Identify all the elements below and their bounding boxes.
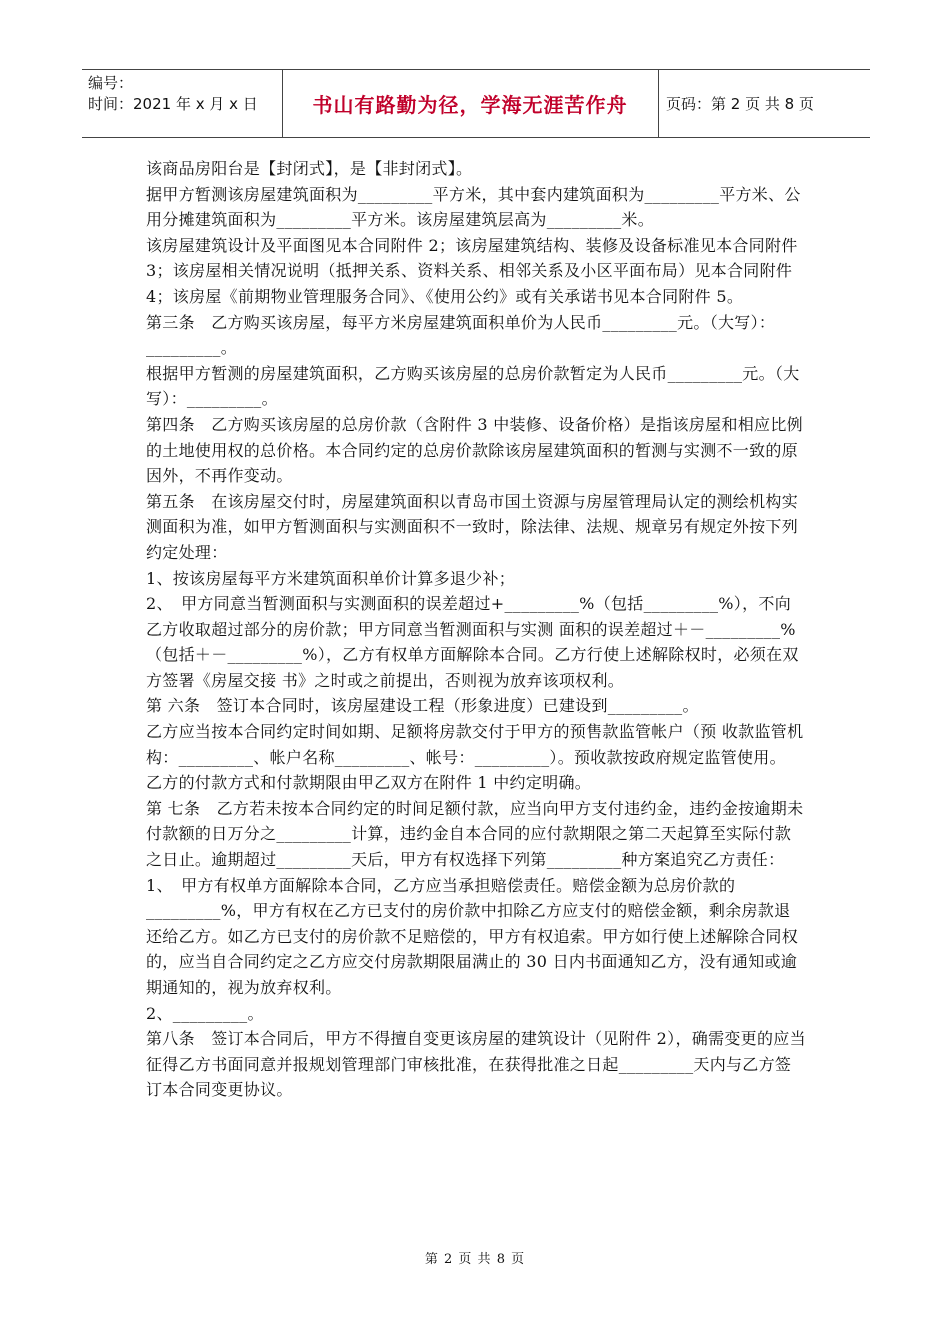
paragraph: 乙方的付款方式和付款期限由甲乙双方在附件 1 中约定明确。 [146,773,592,793]
article-4: 第四条 乙方购买该房屋的总房价款（含附件 3 中装修、设备价格）是指该房屋和相应比例的土地使用权的总价格。本合同约定的总房价款除该房屋建筑面积的暂测与实测不一致的原因外，不再作变动。 [146,414,803,486]
paragraph: 据甲方暂测该房屋建筑面积为_________平方米，其中套内建筑面积为_________平方米、公用分摊建筑面积为_________平方米。该房屋建筑层高为_________米。 [146,184,801,230]
list-item: 1、 甲方有权单方面解除本合同，乙方应当承担赔偿责任。赔偿金额为总房价款的_________%，甲方有权在乙方已支付的房价款中扣除乙方应支付的赔偿金额，剩余房款退还给乙方。如乙方已支付的房价款不足赔偿的，甲方有权追索。甲方如行使上述解除合同权的，应当自合同约定之乙方应交付房款期限届满止的 30 日内书面通知乙方，没有通知或逾期通知的，视为放弃权利。 [146,875,799,997]
paragraph: 该房屋建筑设计及平面图见本合同附件 2；该房屋建筑结构、装修及设备标准见本合同附件 3；该房屋相关情况说明（抵押关系、资料关系、相邻关系及小区平面布局）见本合同附件 4；该房屋《前期物业管理服务合同》、《使用公约》或有关承诺书见本合同附件 5。 [146,235,798,306]
list-item: 1、按该房屋每平方米建筑面积单价计算多退少补； [146,568,516,588]
contract-body [146,156,806,1103]
article-8: 第八条 签订本合同后，甲方不得擅自变更该房屋的建筑设计（见附件 2），确需变更的应当征得乙方书面同意并报规划管理部门审核批准，在获得批准之日起_________天内与乙方签订本合同变更协议。 [146,1029,806,1100]
page-header [82,69,870,138]
article-5: 第五条 在该房屋交付时，房屋建筑面积以青岛市国土资源与房屋管理局认定的测绘机构实测面积为准，如甲方暂测面积与实测面积不一致时，除法律、法规、规章另有规定外按下列约定处理： [146,491,799,562]
document-code-label: 编号： [88,74,134,92]
list-item: 2、_________。 [146,1003,264,1023]
header-motto: 书山有路勤为径，学海无涯苦作舟 [312,93,628,117]
article-7: 第 七条 乙方若未按本合同约定的时间足额付款，应当向甲方支付违约金，违约金按逾期未付款额的日万分之_________计算，违约金自本合同的应付款期限之第二天起算至实际付款之日止。逾期超过_________天后，甲方有权选择下列第_________种方案追究乙方责任： [146,798,804,870]
header-page-number: 页码：第 2 页 共 8 页 [666,95,814,113]
page-footer: 第 2 页 共 8 页 [424,1252,526,1267]
paragraph: 乙方应当按本合同约定时间如期、足额将房款交付于甲方的预售款监管帐户（预 收款监管机构：_________、帐户名称_________、帐号：_________）。预收款按政府规定监管使用。 [146,722,804,767]
article-6: 第 六条 签订本合同时，该房屋建设工程（形象进度）已建设到_________。 [146,696,699,716]
article-3: 第三条 乙方购买该房屋，每平方米房屋建筑面积单价为人民币_________元。（大写）：_________。 [146,312,776,358]
paragraph: 该商品房阳台是【封闭式】，是【非封闭式】。 [146,159,473,178]
list-item: 2、 甲方同意当暂测面积与实测面积的误差超过+_________%（包括_________%），不向乙方收取超过部分的房价款；甲方同意当暂测面积与实测 面积的误差超过＋－_________%（包括＋－_________%），乙方有权单方面解除本合同。乙方行使上述解除权时，必须在双方签署《房屋交接 书》之时或之前提出，否则视为放弃该项权利。 [146,594,799,690]
header-meta [88,73,278,115]
document-time-label: 时间：2021 年 x 月 x 日 [88,95,258,113]
header-divider [658,70,659,137]
paragraph: 根据甲方暂测的房屋建筑面积，乙方购买该房屋的总房价款暂定为人民币_________元。（大写）：_________。 [146,363,800,409]
